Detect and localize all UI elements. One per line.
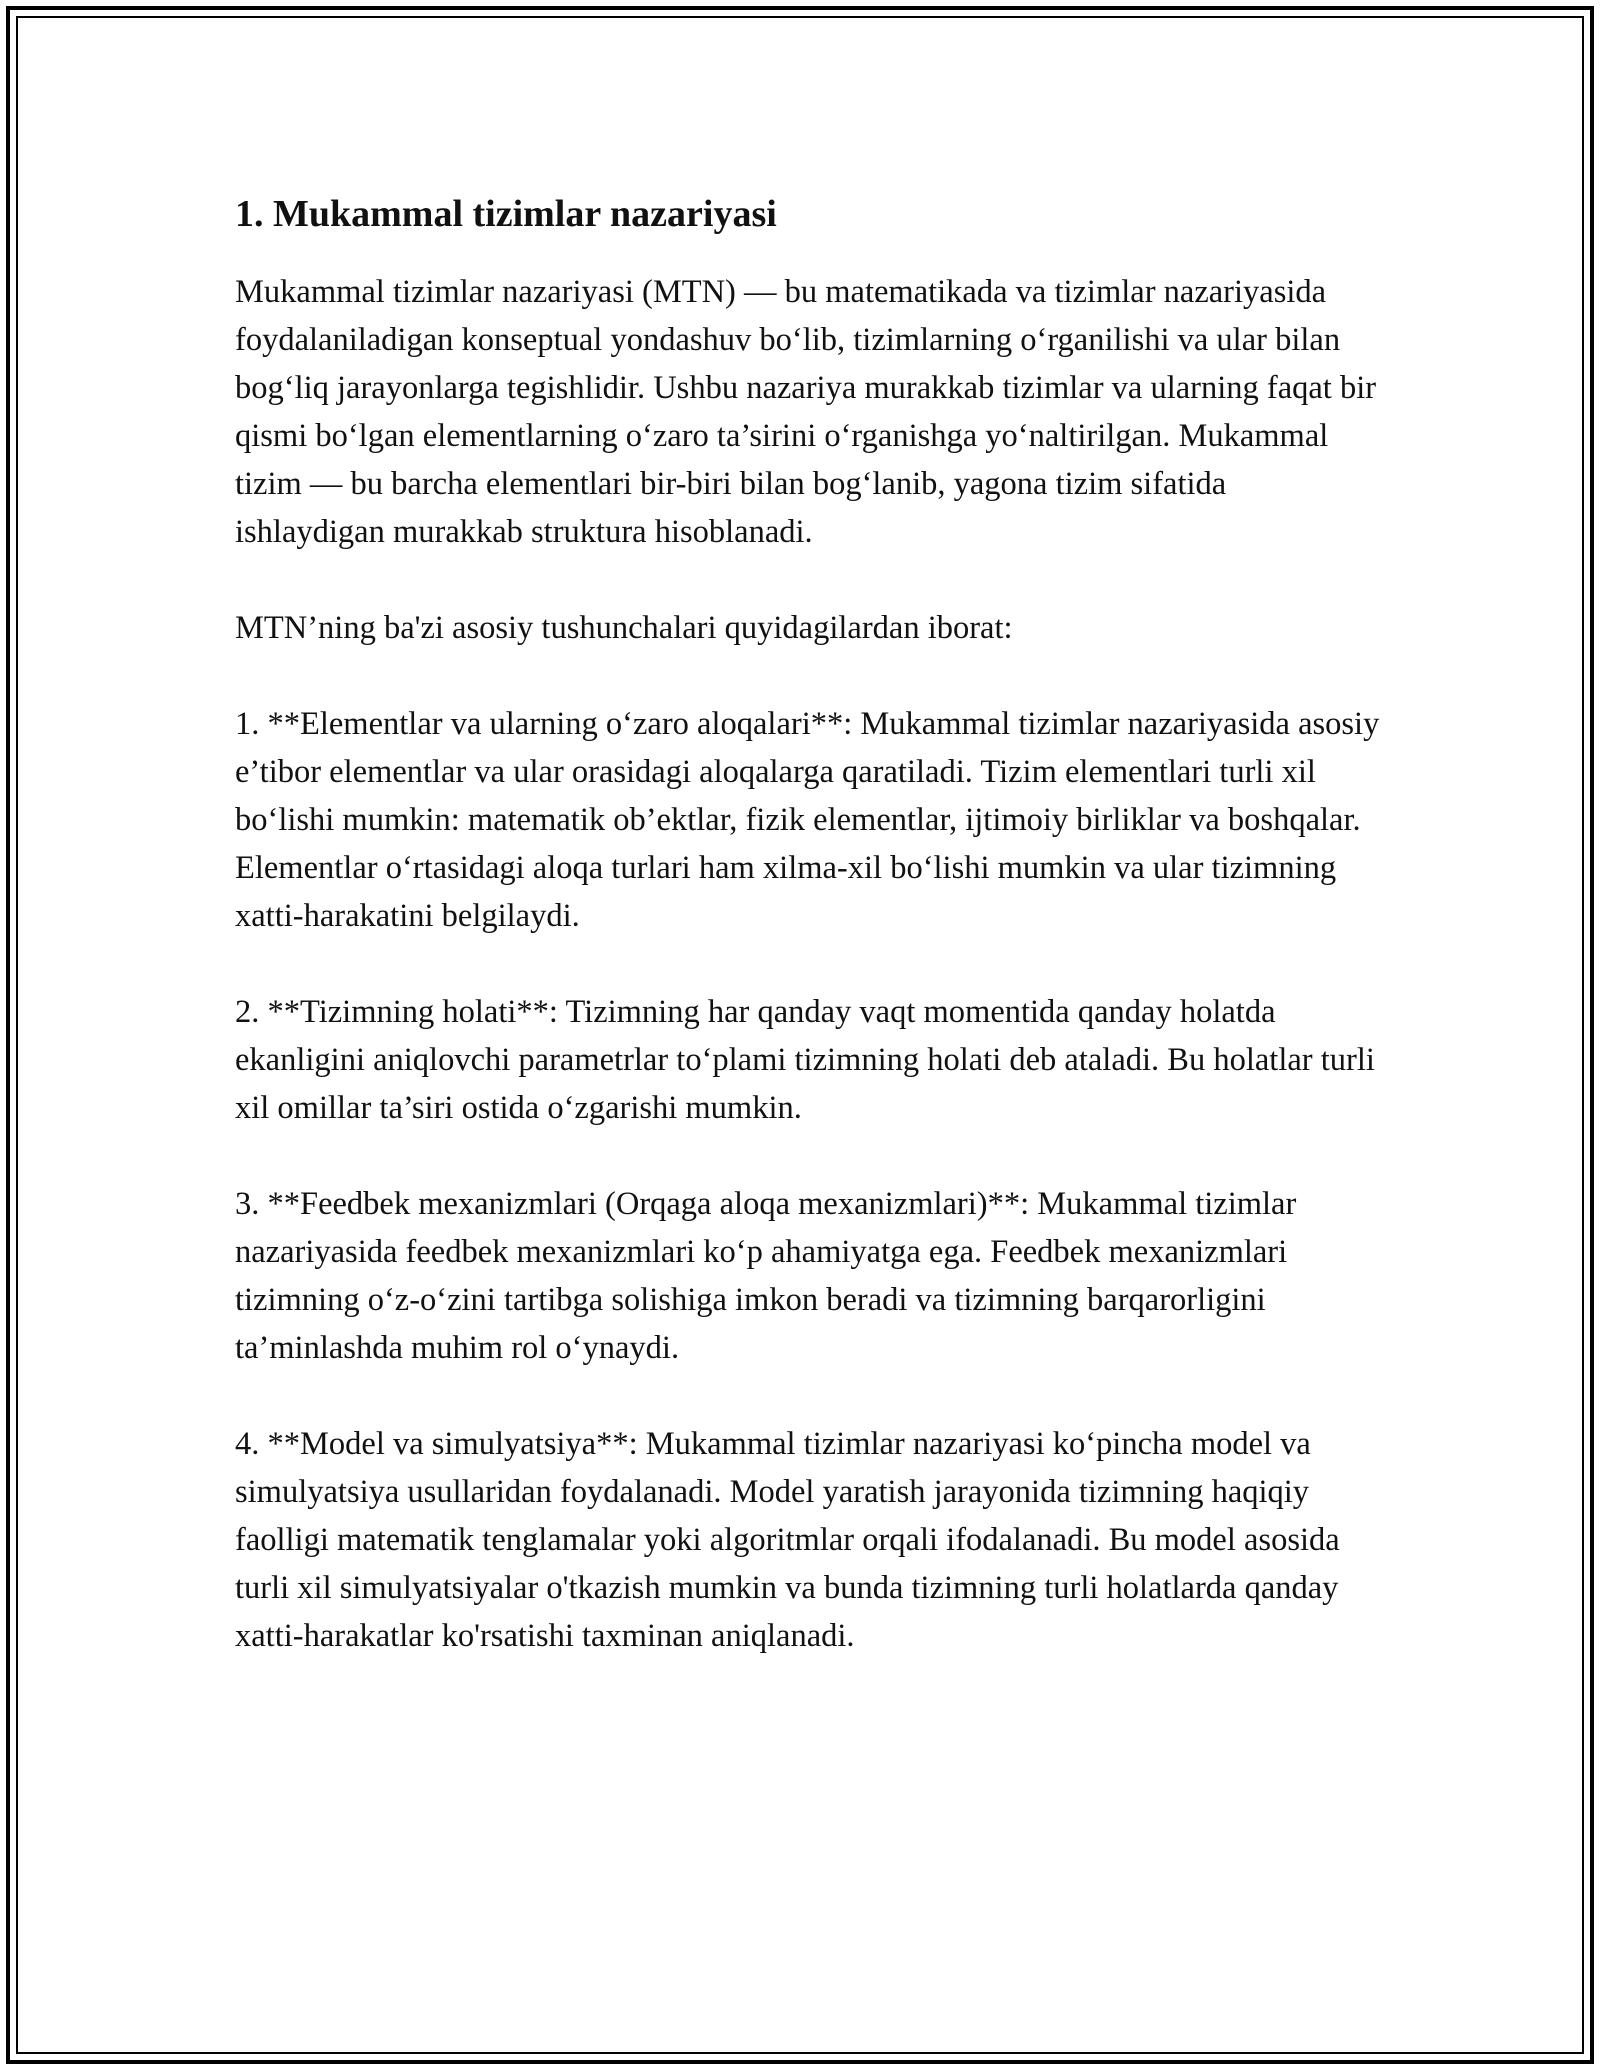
list-item-feedback: 3. **Feedbek mexanizmlari (Orqaga aloqa mexanizmlari)**: Mukammal tizimlar nazariyasida feedbek mexanizmlari ko‘p ahamiyatga ega. Feedbek mexanizmlari tizimning o‘z-o‘zini tartibga solishiga imkon beradi va tizimning barqarorligini ta’minlashda muhim rol o‘ynaydi. <box>235 1186 1297 1366</box>
list-item-system-state: 2. **Tizimning holati**: Tizimning har qanday vaqt momentida qanday holatda ekanligini aniqlovchi parametrlar to‘plami tizimning holati deb ataladi. Bu holatlar turli xil omillar ta’siri ostida o‘zgarishi mumkin. <box>235 994 1375 1126</box>
page-title: 1. Mukammal tizimlar nazariyasi <box>235 193 777 235</box>
concepts-lead-paragraph: MTN’ning ba'zi asosiy tushunchalari quyidagilardan iborat: <box>235 610 1013 646</box>
document-body <box>235 190 1380 1708</box>
list-item-elements: 1. **Elementlar va ularning o‘zaro aloqalari**: Mukammal tizimlar nazariyasida asosiy e’tibor elementlar va ular orasidagi aloqalarga qaratiladi. Tizim elementlari turli xil bo‘lishi mumkin: matematik ob’ektlar, fizik elementlar, ijtimoiy birliklar va boshqalar. Elementlar o‘rtasidagi aloqa turlari ham xilma-xil bo‘lishi mumkin va ular tizimning xatti-harakatini belgilaydi. <box>235 706 1380 934</box>
intro-paragraph: Mukammal tizimlar nazariyasi (MTN) — bu matematikada va tizimlar nazariyasida foydalaniladigan konseptual yondashuv bo‘lib, tizimlarning o‘rganilishi va ular bilan bog‘liq jarayonlarga tegishlidir. Ushbu nazariya murakkab tizimlar va ularning faqat bir qismi bo‘lgan elementlarning o‘zaro ta’sirini o‘rganishga yo‘naltirilgan. Mukammal tizim — bu barcha elementlari bir-biri bilan bog‘lanib, yagona tizim sifatida ishlaydigan murakkab struktura hisoblanadi. <box>235 274 1377 550</box>
list-item-model-simulation: 4. **Model va simulyatsiya**: Mukammal tizimlar nazariyasi ko‘pincha model va simulyatsiya usullaridan foydalanadi. Model yaratish jarayonida tizimning haqiqiy faolligi matematik tenglamalar yoki algoritmlar orqali ifodalanadi. Bu model asosida turli xil simulyatsiyalar o'tkazish mumkin va bunda tizimning turli holatlarda qanday xatti-harakatlar ko'rsatishi taxminan aniqlanadi. <box>235 1426 1340 1654</box>
